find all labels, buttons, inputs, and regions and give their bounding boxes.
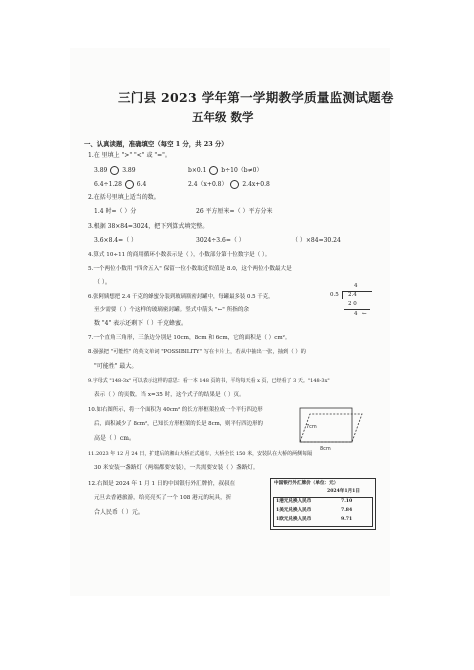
table-row (276, 500, 311, 505)
q6-line2: 至少需要（ ）个这样的玻璃密封罐。竖式中箭头 "←" 所指的余 (94, 307, 250, 313)
division-divisor: 0.5 (330, 292, 339, 298)
q1-left: b×0.1 (188, 167, 207, 174)
q1-right: b÷10（b≠0） (221, 167, 263, 174)
q7-line1: 7.一个直角三角形，三条边分别是 10cm，8cm 和 6cm，它的面积是（ ）cm²。 (88, 335, 291, 341)
exam-paper (70, 48, 394, 596)
rectangle-parallelogram-figure (294, 402, 366, 452)
q8-line1: 8.强强把 "可能性" 的英文单词 "POSSIBILITY" 写在卡片上，若从中抽出一张，抽到（ ）的 (88, 349, 306, 355)
q1-item-4 (188, 180, 270, 189)
q9-line2: 表示（ ）的页数。当 x=35 时，这个式子的结果是（ ）页。 (94, 392, 245, 398)
q9-line1: 9.字母式 "148-3x" 可以表示这样的意思：看一本 148 页的书，平均每天看 x 页，已经看了 3 天。"148-3x" (88, 378, 330, 384)
q1-item-2 (188, 166, 262, 175)
division-quotient: 4 (354, 283, 358, 289)
q10-line2: 后，面积减少了 8cm²，已知长方形框架的长是 8cm，则平行四边形的 (94, 421, 263, 427)
q1-item-3 (94, 180, 146, 189)
q1-right: 2.4x+0.8 (242, 181, 270, 188)
q5-line1: 5.一个两位小数用 "四舍五入" 保留一位小数取近似值是 8.0，这个两位小数最大是 (88, 266, 292, 272)
q8-line2: "可能性" 最大。 (94, 363, 138, 370)
table-row (276, 518, 311, 523)
row-label: 1欧元兑换人民币 (276, 517, 312, 522)
long-division-figure (330, 284, 382, 328)
q12-line1: 12.右图是 2024 年 1 月 1 日的中国银行外汇牌价，叔叔在 (88, 481, 236, 487)
q5-line2: （ ）。 (94, 279, 111, 286)
q1-right: 3.89 (122, 167, 136, 174)
row-value: 7.84 (341, 508, 353, 513)
row-value: 9.71 (341, 517, 353, 522)
q11-line2: 30 米安装一盏路灯（两端都要安装），一共需要安装（ ）盏路灯。 (94, 465, 259, 471)
division-dividend: 2.4 (348, 292, 357, 298)
q1-right: 6.4 (136, 181, 147, 188)
table-date: 2024年1月1日 (327, 489, 360, 494)
row-label: 1美元兑换人民币 (276, 508, 312, 513)
q1-left: 2.4（x+0.8） (188, 181, 228, 188)
figure-side-label: 7cm (306, 424, 317, 430)
q6-line3: 数 "4" 表示还剩下（ ）千克蜂蜜。 (94, 320, 188, 327)
q6-line1: 6.张阿姨想把 2.4 千克的蜂蜜分装到玻璃瓶密封罐中，每罐最多装 0.5 千克， (88, 294, 274, 300)
q2-b: 26 平方厘米=（ ）平方分米 (196, 208, 273, 215)
q12-line3: 合人民币（ ）元。 (94, 509, 144, 516)
section-1-heading: 一、认真读题，准确填空（每空 1 分，共 23 分） (84, 140, 228, 148)
exam-title: 三门县 2023 学年第一学期教学质量监测试题卷 (118, 90, 394, 105)
q12-line2: 元旦去香港旅游，给亮亮买了一个 108 港元的玩具，折 (94, 495, 232, 501)
q10-line3: 高是（ ）cm。 (94, 435, 135, 442)
q1-left: 6.4÷1.28 (94, 181, 122, 188)
figure-base-label: 8cm (320, 446, 331, 452)
table-header: 中国银行外汇牌价（单位：元） (274, 481, 339, 486)
exchange-rate-table (270, 478, 376, 530)
q3-b: 3024÷3.6=（ ） (196, 237, 245, 244)
compare-circle[interactable] (209, 166, 218, 175)
q3-line1: 3.根据 38×84=3024，把下列算式填完整。 (88, 223, 209, 230)
q2-a: 1.4 时=（ ）分 (94, 208, 137, 215)
q2-intro: 2.在括号里填上适当的数。 (88, 194, 160, 201)
division-subtract: 2 0 (348, 301, 357, 307)
q3-c: （ ）×84=30.24 (292, 237, 341, 244)
q1-item-1 (94, 166, 136, 175)
division-remainder: 4 (354, 311, 358, 317)
q1-left: 3.89 (94, 167, 108, 174)
exam-subtitle: 五年级 数学 (192, 110, 254, 124)
table-row (276, 509, 311, 514)
compare-circle[interactable] (125, 180, 134, 189)
q3-a: 3.6×8.4=（ ） (94, 237, 138, 244)
q11-line1: 11.2023 年 12 月 24 日，扩建后的湘山大桥正式通车，大桥全长 150 米，安装队在大桥的两侧每隔 (88, 451, 313, 457)
q10-line1: 10.如右图所示，将一个面积为 40cm² 的长方形框架拉成一个平行四边形 (88, 407, 263, 413)
q4-line1: 4.算式 10÷11 的商用循环小数表示是（ ），小数部分第十位数字是（ ）。 (88, 252, 271, 258)
row-label: 1港元兑换人民币 (276, 499, 312, 504)
compare-circle[interactable] (110, 166, 119, 175)
arrow-left-icon: ← (362, 311, 367, 317)
compare-circle[interactable] (230, 180, 239, 189)
q1-intro: 1.在 里填上 ">" "<" 或 "="。 (88, 152, 171, 159)
row-value: 7.10 (341, 499, 353, 504)
